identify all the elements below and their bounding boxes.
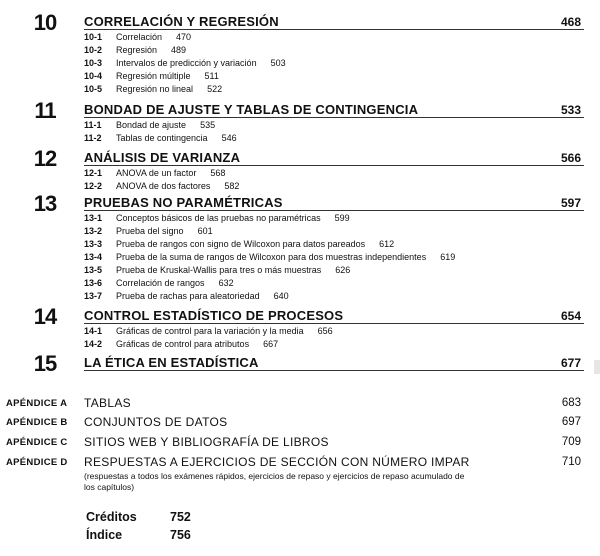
section-title: Tablas de contingencia	[116, 133, 208, 143]
chapter-title[interactable]: CORRELACIÓN Y REGRESIÓN	[84, 14, 279, 29]
chapter-number: 14	[33, 304, 57, 329]
section-page: 522	[207, 84, 223, 94]
section-entry[interactable]	[84, 265, 350, 276]
section-entry[interactable]	[84, 120, 215, 131]
section-entry[interactable]	[84, 252, 455, 263]
section-page: 535	[200, 120, 216, 130]
back-matter-entry[interactable]	[86, 510, 191, 525]
section-page: 612	[379, 239, 395, 249]
chapter-rule	[84, 117, 584, 118]
section-number: 13-6	[84, 278, 103, 288]
back-matter-page: 752	[170, 510, 191, 524]
section-title: Prueba del signo	[116, 226, 184, 236]
section-title: Regresión no lineal	[116, 84, 194, 94]
section-number: 10-5	[84, 84, 103, 94]
section-number: 13-1	[84, 213, 103, 223]
chapter-title[interactable]: LA ÉTICA EN ESTADÍSTICA	[84, 355, 259, 370]
section-title: Bondad de ajuste	[116, 120, 187, 130]
section-number: 10-2	[84, 45, 103, 55]
chapter-title[interactable]: CONTROL ESTADÍSTICO DE PROCESOS	[84, 308, 344, 323]
section-page: 667	[263, 339, 279, 349]
section-number: 10-3	[84, 58, 103, 68]
page-edge-shadow	[594, 360, 600, 374]
section-entry[interactable]	[84, 291, 289, 302]
appendix-label: APÉNDICE A	[6, 398, 68, 409]
appendix-title[interactable]: TABLAS	[84, 396, 131, 410]
section-number: 13-5	[84, 265, 103, 275]
section-title: Regresión múltiple	[116, 71, 191, 81]
section-entry[interactable]	[84, 278, 234, 289]
section-page: 656	[317, 326, 333, 336]
section-page: 601	[197, 226, 213, 236]
section-title: Prueba de rangos con signo de Wilcoxon para datos pareados	[116, 239, 366, 249]
chapter-number: 10	[33, 10, 57, 35]
appendix-page: 710	[561, 456, 581, 468]
section-number: 13-2	[84, 226, 103, 236]
section-title: Gráficas de control para atributos	[116, 339, 250, 349]
chapter-rule	[84, 210, 584, 211]
section-title: Prueba de rachas para aleatoriedad	[116, 291, 260, 301]
section-title: Regresión	[116, 45, 158, 55]
section-page: 546	[221, 133, 237, 143]
section-title: ANOVA de dos factores	[116, 181, 211, 191]
section-entry[interactable]	[84, 84, 222, 95]
chapter-rule	[84, 165, 584, 166]
appendix-title[interactable]: RESPUESTAS A EJERCICIOS DE SECCIÓN CON NÚMERO IMPAR	[84, 455, 470, 469]
section-number: 13-4	[84, 252, 103, 262]
appendix-note: (respuestas a todos los exámenes rápidos, ejercicios de repaso y ejercicios de repaso acumulado de los capítulos)	[84, 471, 465, 492]
section-title: Gráficas de control para la variación y la media	[116, 326, 304, 336]
section-entry[interactable]	[84, 239, 394, 250]
section-number: 11-1	[84, 120, 102, 130]
section-title: Prueba de la suma de rangos de Wilcoxon para dos muestras independientes	[116, 252, 427, 262]
back-matter-label: Créditos	[86, 510, 137, 524]
section-page: 599	[334, 213, 350, 223]
chapter-number: 12	[33, 146, 57, 171]
section-page: 632	[218, 278, 234, 288]
appendix-label: APÉNDICE C	[6, 437, 68, 448]
section-number: 13-7	[84, 291, 103, 301]
chapter-page: 468	[560, 15, 581, 29]
section-page: 511	[204, 71, 219, 81]
section-number: 12-1	[84, 168, 103, 178]
section-entry[interactable]	[84, 213, 350, 224]
section-number: 10-1	[84, 32, 103, 42]
chapter-number: 11	[34, 98, 56, 123]
section-title: Conceptos básicos de las pruebas no paramétricas	[116, 213, 321, 223]
section-entry[interactable]	[84, 181, 239, 192]
section-page: 568	[210, 168, 226, 178]
chapter-number: 15	[33, 351, 57, 376]
chapter-page: 677	[560, 356, 581, 370]
section-page: 489	[171, 45, 187, 55]
section-page: 503	[270, 58, 286, 68]
section-title: Prueba de Kruskal-Wallis para tres o más muestras	[116, 265, 322, 275]
section-page: 582	[224, 181, 240, 191]
appendix-page: 683	[561, 397, 581, 409]
chapter-rule	[84, 370, 584, 371]
section-page: 619	[440, 252, 456, 262]
chapter-number: 13	[33, 191, 57, 216]
section-number: 13-3	[84, 239, 103, 249]
section-number: 14-2	[84, 339, 103, 349]
chapter-title[interactable]: BONDAD DE AJUSTE Y TABLAS DE CONTINGENCIA	[84, 102, 419, 117]
section-entry[interactable]	[84, 32, 191, 43]
section-entry[interactable]	[84, 45, 186, 56]
chapter-title[interactable]: ANÁLISIS DE VARIANZA	[84, 150, 241, 165]
appendix-page: 709	[561, 436, 581, 448]
section-page: 470	[176, 32, 192, 42]
chapter-rule	[84, 323, 584, 324]
section-title: Correlación	[116, 32, 163, 42]
appendix-title[interactable]: SITIOS WEB Y BIBLIOGRAFÍA DE LIBROS	[84, 435, 329, 449]
section-entry[interactable]	[84, 58, 286, 69]
appendix-title[interactable]: CONJUNTOS DE DATOS	[84, 415, 228, 429]
section-title: ANOVA de un factor	[116, 168, 197, 178]
section-number: 14-1	[84, 326, 103, 336]
section-number: 10-4	[84, 71, 103, 81]
chapter-title[interactable]: PRUEBAS NO PARAMÉTRICAS	[84, 195, 283, 210]
chapter-page: 533	[560, 103, 581, 117]
appendix-label: APÉNDICE D	[6, 457, 68, 468]
chapter-page: 654	[560, 309, 581, 323]
section-title: Intervalos de predicción y variación	[116, 58, 257, 68]
section-entry[interactable]	[84, 226, 213, 237]
chapter-page: 566	[560, 151, 581, 165]
back-matter-label: Índice	[86, 528, 123, 542]
section-entry[interactable]	[84, 133, 237, 144]
chapter-page: 597	[560, 196, 581, 210]
section-number: 11-2	[84, 133, 102, 143]
section-entry[interactable]	[84, 339, 278, 350]
section-title: Correlación de rangos	[116, 278, 205, 288]
section-page: 640	[273, 291, 289, 301]
section-entry[interactable]	[84, 168, 225, 179]
section-page: 626	[335, 265, 351, 275]
back-matter-entry[interactable]	[86, 528, 191, 543]
section-entry[interactable]	[84, 71, 219, 82]
appendix-page: 697	[561, 416, 581, 428]
section-entry[interactable]	[84, 326, 333, 337]
section-number: 12-2	[84, 181, 103, 191]
chapter-rule	[84, 29, 584, 30]
appendix-label: APÉNDICE B	[6, 417, 68, 428]
back-matter-page: 756	[170, 528, 191, 542]
